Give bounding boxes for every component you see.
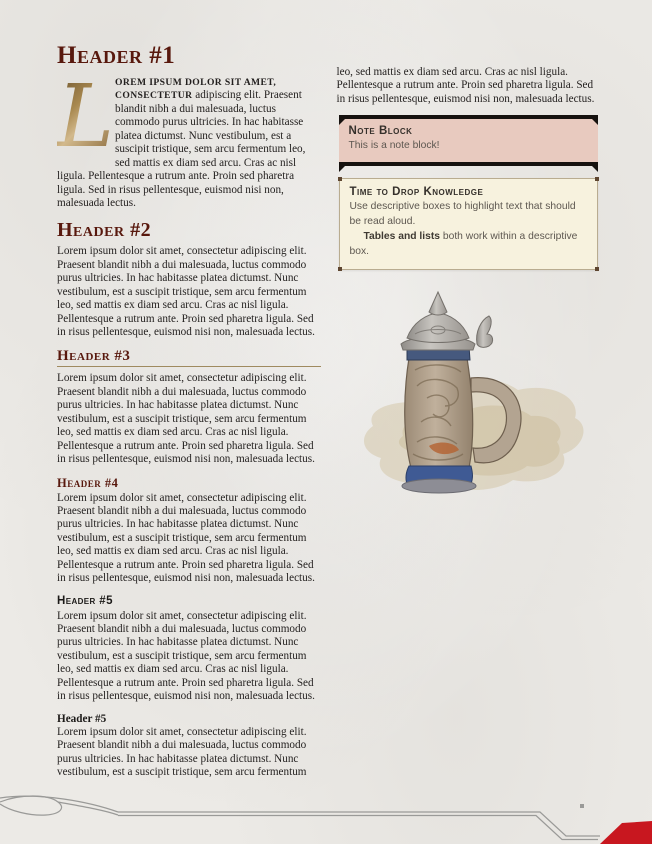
heading-3: Header #3: [57, 348, 321, 367]
lead-smallcaps-text: OREM IPSUM DOLOR SIT AMET, CONSECTETUR: [115, 77, 277, 102]
descriptive-box-bold-lead: Tables and lists: [363, 231, 440, 243]
beer-stein-illustration: [343, 286, 593, 498]
note-ribbon-wedge-icon: [339, 119, 345, 125]
note-ribbon-wedge-icon: [339, 166, 345, 172]
heading-6: Header #5: [57, 712, 107, 725]
corner-dot-icon: [595, 267, 599, 271]
corner-red-triangle-icon: [600, 821, 652, 844]
note-block: [339, 115, 599, 166]
column-overflow-paragraph: leo, sed mattis ex diam sed arcu. Cras ac nisl ligula. Pellentesque a rutrum ante. Proin sed pharetra ligula. Sed in risus pellentesque, euismod nisi non, malesuada lectus.: [336, 66, 595, 105]
descriptive-box-line-rest: both work within a descriptive box.: [349, 231, 578, 257]
descriptive-box-line: [350, 230, 588, 260]
footer-dot-icon: [580, 804, 584, 808]
footer-double-rule: [118, 812, 600, 840]
stein-foot: [402, 479, 476, 493]
stein-lid-finial: [429, 292, 447, 315]
heading-1: Header #1: [57, 42, 176, 69]
corner-dot-icon: [595, 177, 599, 181]
note-ribbon-wedge-icon: [592, 166, 598, 172]
paragraph-dropcap: [57, 67, 321, 210]
note-block-body: This is a note block!: [348, 140, 440, 152]
heading-5: Header #5: [57, 594, 113, 607]
heading-2: Header #2: [57, 219, 152, 242]
paragraph-text: Lorem ipsum dolor sit amet, consectetur adipiscing elit. Praesent blandit nibh a dui malesuada, luctus commodo purus ultricies. In hac habitasse platea dictumst. Nunc vestibulum, est a suscipit tristique, sem arcu fermentum leo, sed mattis ex diam sed arcu. Cras ac nisl ligula. Pellentesque a rutrum ante. Proin sed pharetra ligula. Sed in risus pellentesque, euismod nisi non, malesuada lectus.: [57, 372, 315, 466]
paragraph-text-truncated: Lorem ipsum dolor sit amet, consectetur adipiscing elit. Praesent blandit nibh a dui malesuada, luctus commodo purus ultricies. In hac habitasse platea dictumst. Nunc vestibulum, est a suscipit tristique, sem arcu fermentum: [57, 725, 307, 778]
dropcap-letter: L: [57, 67, 115, 167]
corner-dot-icon: [338, 177, 342, 181]
beer-stein-image: [337, 286, 601, 498]
paragraph-text: adipiscing elit. Praesent blandit nibh a dui malesuada, luctus commodo purus ultricies. In hac habitasse platea dictumst. Nunc vestibulum, est a suscipit tristique, sem arcu fermentum leo, sed mattis ex diam sed arcu. Cras ac nisl ligula. Pellentesque a rutrum ante. Proin sed pharetra ligula. Sed in risus pellentesque, euismod nisi non, malesuada lectus.: [57, 89, 306, 209]
right-column: [337, 66, 601, 844]
descriptive-box: [339, 178, 599, 270]
footer-leaf-flourish-icon: [0, 796, 118, 815]
descriptive-box-title: Time to Drop Knowledge: [349, 186, 484, 199]
page-footer-decoration: [0, 792, 652, 844]
paragraph-text: Lorem ipsum dolor sit amet, consectetur adipiscing elit. Praesent blandit nibh a dui malesuada, luctus commodo purus ultricies. In hac habitasse platea dictumst. Nunc vestibulum, est a suscipit tristique, sem arcu fermentum leo, sed mattis ex diam sed arcu. Cras ac nisl ligula. Pellentesque a rutrum ante. Proin sed pharetra ligula. Sed in risus pellentesque, euismod nisi non, malesuada lectus.: [57, 491, 315, 585]
paragraph-text: Lorem ipsum dolor sit amet, consectetur adipiscing elit. Praesent blandit nibh a dui malesuada, luctus commodo purus ultricies. In hac habitasse platea dictumst. Nunc vestibulum, est a suscipit tristique, sem arcu fermentum leo, sed mattis ex diam sed arcu. Cras ac nisl ligula. Pellentesque a rutrum ante. Proin sed pharetra ligula. Sed in risus pellentesque, euismod nisi non, malesuada lectus.: [57, 245, 315, 338]
stein-lid-dome: [407, 313, 469, 343]
note-block-title: Note Block: [348, 125, 413, 138]
descriptive-box-line: Use descriptive boxes to highlight text that should be read aloud.: [349, 201, 576, 228]
heading-4: Header #4: [57, 475, 119, 490]
stein-thumb-lift: [477, 316, 493, 347]
note-ribbon-wedge-icon: [592, 119, 598, 125]
corner-dot-icon: [338, 267, 342, 271]
left-column: [57, 42, 321, 844]
paragraph-text: Lorem ipsum dolor sit amet, consectetur adipiscing elit. Praesent blandit nibh a dui malesuada, luctus commodo purus ultricies. In hac habitasse platea dictumst. Nunc vestibulum, est a suscipit tristique, sem arcu fermentum leo, sed mattis ex diam sed arcu. Cras ac nisl ligula. Pellentesque a rutrum ante. Proin sed pharetra ligula. Sed in risus pellentesque, euismod nisi non, malesuada lectus.: [57, 609, 315, 703]
